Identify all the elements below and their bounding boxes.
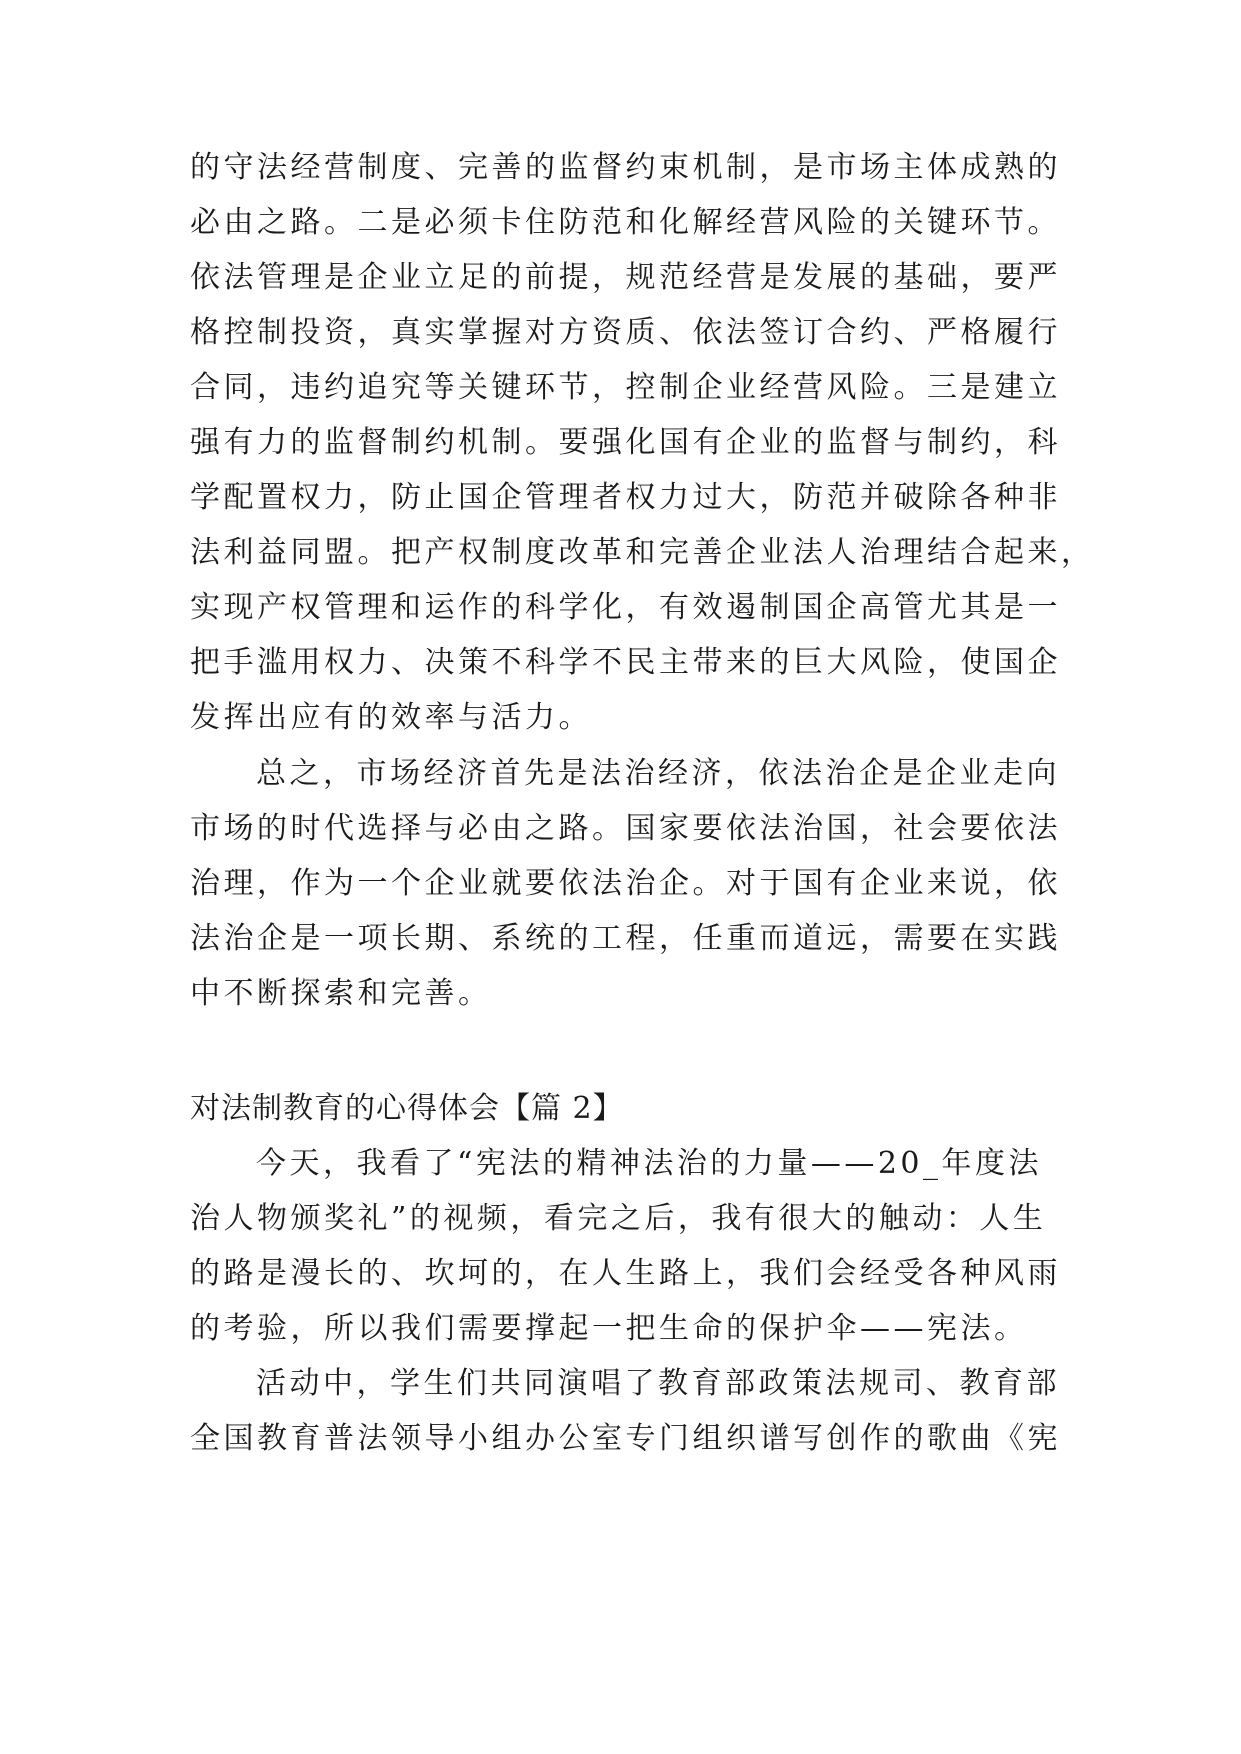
paragraph-line: 今天，我看了“宪法的精神法治的力量——20_年度法 [256,1146,1043,1181]
paragraph-line: 的路是漫长的、坎坷的，在人生路上，我们会经受各种风雨 [190,1256,1061,1291]
paragraph-line: 中不断探索和完善。 [190,976,492,1011]
paragraph-line: 治理，作为一个企业就要依法治企。对于国有企业来说，依 [190,866,1061,901]
paragraph-line: 全国教育普法领导小组办公室专门组织谱写创作的歌曲《宪 [190,1421,1061,1456]
paragraph-line: 活动中，学生们共同演唱了教育部政策法规司、教育部 [256,1366,1060,1401]
paragraph-line: 的守法经营制度、完善的监督约束机制，是市场主体成熟的 [190,150,1061,185]
paragraph-line: 学配置权力，防止国企管理者权力过大，防范并破除各种非 [190,480,1061,515]
paragraph-line: 的考验，所以我们需要撑起一把生命的保护伞——宪法。 [190,1311,1028,1346]
paragraph-line: 总之，市场经济首先是法治经济，依法治企是企业走向 [256,756,1060,791]
paragraph-line: 实现产权管理和运作的科学化，有效遏制国企高管尤其是一 [190,590,1061,625]
section-heading: 对法制教育的心得体会【篇 2】 [190,1091,624,1126]
paragraph-line: 法治企是一项长期、系统的工程，任重而道远，需要在实践 [190,921,1061,956]
paragraph-line: 合同，违约追究等关键环节，控制企业经营风险。三是建立 [190,370,1061,405]
paragraph-line: 格控制投资，真实掌握对方资质、依法签订合约、严格履行 [190,315,1061,350]
paragraph-line: 必由之路。二是必须卡住防范和化解经营风险的关键环节。 [190,205,1061,240]
paragraph-line: 依法管理是企业立足的前提，规范经营是发展的基础，要严 [190,260,1061,295]
paragraph-line: 法利益同盟。把产权制度改革和完善企业法人治理结合起来， [190,535,1095,570]
paragraph-line: 治人物颁奖礼”的视频，看完之后，我有很大的触动：人生 [190,1201,1047,1236]
paragraph-line: 发挥出应有的效率与活力。 [190,700,592,735]
paragraph-line: 市场的时代选择与必由之路。国家要依法治国，社会要依法 [190,811,1061,846]
paragraph-line: 强有力的监督制约机制。要强化国有企业的监督与制约，科 [190,425,1061,460]
paragraph-line: 把手滥用权力、决策不科学不民主带来的巨大风险，使国企 [190,645,1061,680]
